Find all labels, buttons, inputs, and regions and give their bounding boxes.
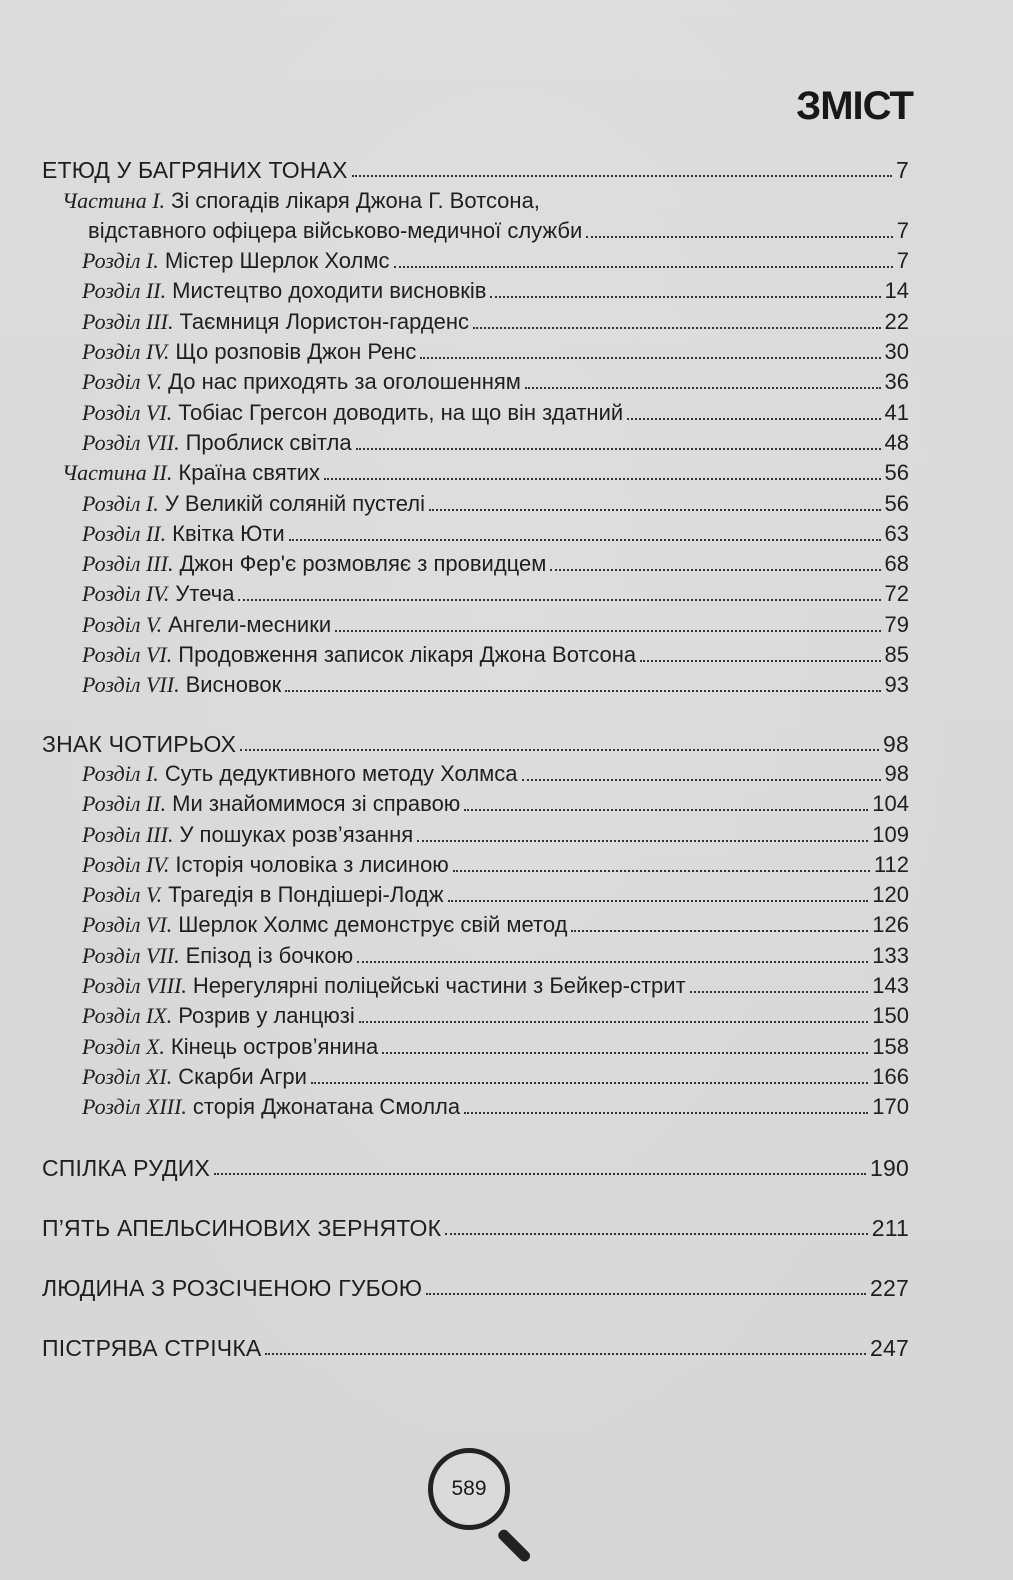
chapter-title: Шерлок Холмс демонструє свій метод — [178, 912, 568, 938]
part-title: Країна святих — [178, 460, 321, 486]
chapter-prefix: Розділ IX. — [82, 1003, 173, 1029]
toc-page-number: 7 — [896, 248, 909, 274]
chapter-prefix: Розділ V. — [82, 882, 163, 908]
chapter-title: Скарби Агри — [178, 1063, 307, 1089]
toc-page-number: 56 — [884, 460, 909, 486]
magnifier-handle — [496, 1528, 532, 1564]
toc-chapter — [42, 516, 909, 546]
toc-chapter — [42, 667, 909, 697]
toc-entry-label: ПІСТРЯВА СТРІЧКА — [42, 1335, 262, 1362]
toc-page-number: 7 — [896, 157, 909, 184]
toc-chapter — [42, 998, 909, 1028]
dot-leader — [357, 961, 868, 963]
toc-page-number: 109 — [872, 821, 909, 847]
toc-page-number: 63 — [884, 520, 909, 546]
toc-page-number: 211 — [871, 1214, 909, 1241]
toc-page-number: 190 — [870, 1154, 909, 1181]
chapter-prefix: Розділ V. — [82, 369, 163, 395]
toc-chapter — [42, 968, 909, 998]
toc-page-number: 170 — [872, 1094, 909, 1120]
toc-page-number: 22 — [884, 308, 909, 334]
chapter-title: Продовження записок лікаря Джона Вотсона — [178, 642, 637, 668]
toc-entry-speckled-band — [42, 1330, 909, 1360]
chapter-prefix: Розділ I. — [82, 490, 159, 516]
chapter-title: Ми знайомимося зі справою — [172, 791, 461, 817]
chapter-prefix: Розділ VI. — [82, 642, 173, 668]
chapter-prefix: Розділ V. — [82, 611, 163, 637]
part-title-line-1: Зі спогадів лікаря Джона Г. Вотсона, — [171, 187, 540, 213]
chapter-prefix: Розділ II. — [82, 278, 167, 304]
toc-page-number: 227 — [870, 1275, 909, 1302]
toc-chapter — [42, 394, 909, 424]
chapter-title: Містер Шерлок Холмс — [164, 248, 390, 274]
dot-leader — [238, 599, 880, 601]
chapter-prefix: Розділ X. — [82, 1033, 165, 1059]
dot-leader — [285, 690, 880, 692]
chapter-title: Трагедія в Пондішері-Лодж — [168, 882, 444, 908]
part-prefix: Частина II. — [62, 460, 173, 486]
chapter-title: Епізод із бочкою — [185, 942, 354, 968]
toc-part-1-line-2 — [42, 213, 909, 243]
toc-chapter — [42, 1059, 909, 1089]
chapter-title: Нерегулярні поліцейські частини з Бейкер-стрит — [192, 973, 686, 999]
toc-chapter — [42, 576, 909, 606]
toc-chapter — [42, 273, 909, 303]
dot-leader — [473, 327, 880, 329]
toc-page-number: 56 — [884, 490, 909, 516]
toc-page-number: 98 — [883, 730, 909, 757]
chapter-title: Таємниця Лористон-гарденс — [179, 308, 470, 334]
toc-part-2 — [42, 455, 909, 485]
chapter-prefix: Розділ IV. — [82, 339, 170, 365]
toc-page-number: 133 — [872, 942, 909, 968]
toc-page-number: 41 — [884, 399, 909, 425]
toc-chapter — [42, 485, 909, 515]
toc-chapter — [42, 786, 909, 816]
toc-entry-etude — [42, 152, 909, 182]
dot-leader — [640, 660, 880, 662]
toc-chapter — [42, 303, 909, 333]
dot-leader — [214, 1173, 866, 1175]
dot-leader — [356, 448, 881, 450]
dot-leader — [586, 236, 892, 238]
chapter-title: Історія чоловіка з лисиною — [175, 851, 449, 877]
toc-chapter — [42, 877, 909, 907]
dot-leader — [265, 1353, 866, 1355]
chapter-prefix: Розділ VI. — [82, 399, 173, 425]
part-title-line-2: відставного офіцера військово-медичної служби — [88, 217, 583, 243]
chapter-prefix: Розділ VII. — [82, 942, 180, 968]
chapter-title: Проблиск світла — [185, 429, 352, 455]
toc-chapter — [42, 816, 909, 846]
dot-leader — [522, 779, 881, 781]
chapter-prefix: Розділ III. — [82, 821, 174, 847]
chapter-title: Розрив у ланцюзі — [178, 1003, 355, 1029]
dot-leader — [464, 1112, 868, 1114]
toc-entry-label — [62, 189, 540, 213]
toc-entry-label: ЗНАК ЧОТИРЬОХ — [42, 730, 237, 757]
chapter-prefix: Розділ XIII. — [82, 1094, 187, 1120]
magnifying-glass-icon — [420, 1440, 550, 1565]
toc-part-1-line-1 — [42, 182, 909, 212]
toc-page-number: 150 — [872, 1003, 909, 1029]
toc-entry-red-headed-league — [42, 1149, 909, 1179]
chapter-title: У Великій соляній пустелі — [164, 490, 426, 516]
chapter-prefix: Розділ VI. — [82, 912, 173, 938]
toc-chapter — [42, 364, 909, 394]
dot-leader — [311, 1082, 868, 1084]
dot-leader — [627, 418, 880, 420]
toc-page-number: 14 — [884, 278, 909, 304]
toc-page-number: 104 — [872, 791, 909, 817]
toc-chapter — [42, 425, 909, 455]
toc-entry-label: ЛЮДИНА З РОЗСІЧЕНОЮ ГУБОЮ — [42, 1275, 423, 1302]
toc-page-number: 36 — [884, 369, 909, 395]
toc-chapter — [42, 1028, 909, 1058]
chapter-title: Квітка Юти — [172, 520, 285, 546]
toc-entry-label: СПІЛКА РУДИХ — [42, 1154, 211, 1181]
dot-leader — [394, 266, 893, 268]
page-title: ЗМІСТ — [796, 84, 913, 128]
toc-chapter — [42, 243, 909, 273]
dot-leader — [359, 1021, 869, 1023]
part-prefix: Частина I. — [62, 187, 166, 213]
chapter-title: Мистецтво доходити висновків — [172, 278, 487, 304]
page-number: 589 — [428, 1448, 510, 1530]
toc-chapter — [42, 756, 909, 786]
dot-leader — [420, 357, 880, 359]
dot-leader — [382, 1052, 868, 1054]
chapter-prefix: Розділ VII. — [82, 429, 180, 455]
toc-chapter — [42, 1089, 909, 1119]
toc-chapter — [42, 937, 909, 967]
chapter-title: Що розповів Джон Ренс — [175, 339, 417, 365]
chapter-title: До нас приходять за оголошенням — [168, 369, 521, 395]
chapter-prefix: Розділ IV. — [82, 581, 170, 607]
chapter-prefix: Розділ III. — [82, 308, 174, 334]
dot-leader — [324, 478, 881, 480]
toc-page-number: 85 — [884, 642, 909, 668]
chapter-prefix: Розділ IV. — [82, 851, 170, 877]
dot-leader — [335, 630, 880, 632]
chapter-title: Суть дедуктивного методу Холмса — [164, 760, 518, 786]
toc-entry-five-orange-pips — [42, 1210, 909, 1240]
chapter-title: У пошуках розв’язання — [179, 821, 414, 847]
toc-page-number: 93 — [884, 672, 909, 698]
dot-leader — [417, 840, 868, 842]
toc-chapter — [42, 907, 909, 937]
chapter-title: Тобіас Грегсон доводить, на що він здатний — [178, 399, 624, 425]
toc-page-number: 126 — [872, 912, 909, 938]
dot-leader — [525, 387, 881, 389]
toc-chapter — [42, 637, 909, 667]
dot-leader — [571, 930, 868, 932]
toc-page-number: 247 — [870, 1335, 909, 1362]
toc-chapter — [42, 606, 909, 636]
toc-entry-twisted-lip — [42, 1270, 909, 1300]
chapter-prefix: Розділ VIII. — [82, 973, 187, 999]
toc-page-number: 68 — [884, 551, 909, 577]
chapter-title: Джон Фер'є розмовляє з провидцем — [179, 551, 547, 577]
toc-entry-sign-of-four — [42, 725, 909, 755]
toc-page-number: 7 — [896, 217, 909, 243]
toc-page-number: 112 — [873, 851, 909, 877]
chapter-title: Кінець остров’янина — [170, 1033, 379, 1059]
chapter-prefix: Розділ I. — [82, 248, 159, 274]
dot-leader — [464, 809, 868, 811]
dot-leader — [429, 509, 880, 511]
dot-leader — [289, 539, 881, 541]
chapter-title: Ангели-месники — [168, 611, 332, 637]
toc-page-number: 143 — [872, 973, 909, 999]
dot-leader — [445, 1233, 868, 1235]
dot-leader — [550, 569, 880, 571]
toc-page-number: 166 — [872, 1063, 909, 1089]
dot-leader — [690, 991, 869, 993]
chapter-title: Утеча — [175, 581, 235, 607]
table-of-contents — [42, 152, 909, 1360]
toc-entry-label: ЕТЮД У БАГРЯНИХ ТОНАХ — [42, 157, 348, 184]
toc-chapter — [42, 847, 909, 877]
chapter-prefix: Розділ VII. — [82, 672, 180, 698]
dot-leader — [448, 900, 869, 902]
chapter-prefix: Розділ XI. — [82, 1063, 173, 1089]
toc-chapter — [42, 546, 909, 576]
chapter-title: сторія Джонатана Смолла — [192, 1094, 461, 1120]
toc-page-number: 120 — [872, 882, 909, 908]
dot-leader — [240, 749, 879, 751]
dot-leader — [426, 1293, 866, 1295]
toc-page-number: 79 — [884, 611, 909, 637]
chapter-title: Висновок — [185, 672, 282, 698]
chapter-prefix: Розділ I. — [82, 760, 159, 786]
toc-page-number: 98 — [884, 760, 909, 786]
dot-leader — [352, 175, 892, 177]
toc-entry-label: П’ЯТЬ АПЕЛЬСИНОВИХ ЗЕРНЯТОК — [42, 1214, 442, 1241]
chapter-prefix: Розділ III. — [82, 551, 174, 577]
dot-leader — [453, 870, 870, 872]
toc-page-number: 48 — [884, 429, 909, 455]
chapter-prefix: Розділ II. — [82, 520, 167, 546]
toc-chapter — [42, 334, 909, 364]
dot-leader — [490, 296, 880, 298]
toc-page-number: 158 — [872, 1033, 909, 1059]
toc-page-number: 30 — [884, 339, 909, 365]
toc-page-number: 72 — [884, 581, 909, 607]
chapter-prefix: Розділ II. — [82, 791, 167, 817]
